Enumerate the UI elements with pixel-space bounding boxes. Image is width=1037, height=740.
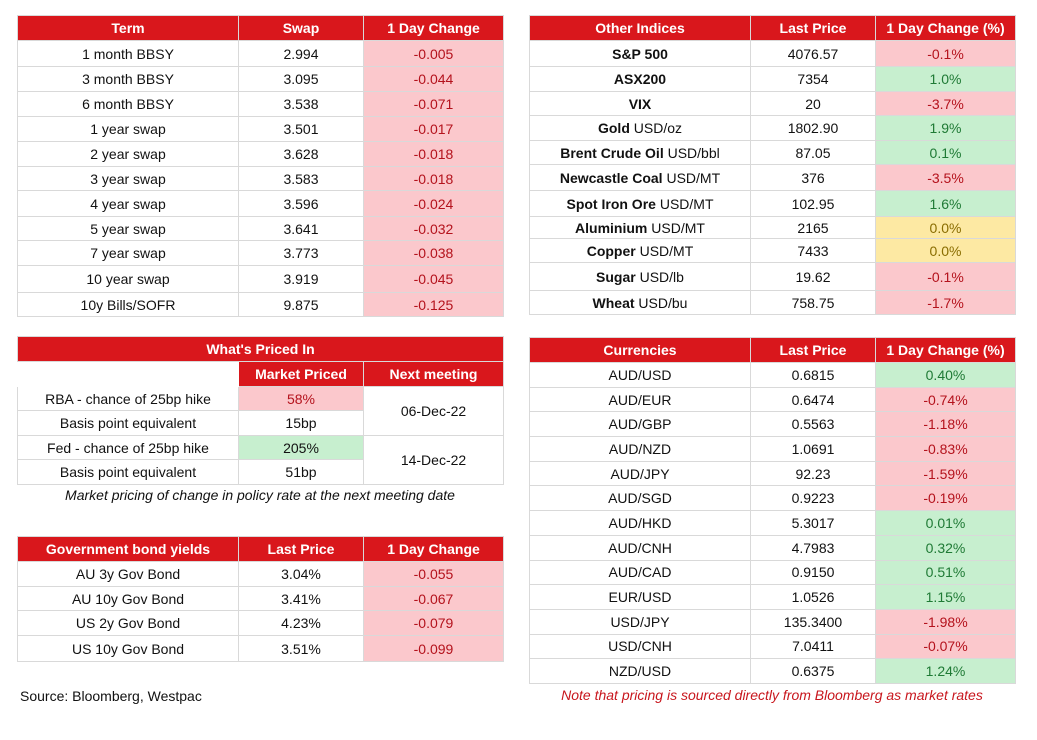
rba-next-meeting: 06-Dec-22 — [364, 387, 504, 436]
swap-row — [18, 191, 504, 217]
currency-pair: AUD/CAD — [530, 560, 751, 585]
swap-term: 3 year swap — [18, 167, 239, 191]
index-unit: USD/MT — [639, 242, 694, 259]
index-label — [530, 217, 751, 239]
header-currency-last-price: Last Price — [751, 338, 876, 363]
swap-value: 3.596 — [239, 191, 364, 217]
swap-row — [18, 67, 504, 92]
index-unit: USD/bu — [638, 294, 688, 311]
index-label — [530, 291, 751, 315]
currency-row — [530, 609, 1016, 634]
swap-row — [18, 117, 504, 142]
header-swap-change: 1 Day Change — [364, 16, 504, 41]
index-name: Gold — [597, 120, 630, 136]
fed-hike-value: 205% — [239, 436, 364, 460]
swap-change: -0.032 — [364, 217, 504, 241]
bond-price: 3.04% — [239, 562, 364, 587]
bond-name: AU 3y Gov Bond — [18, 562, 239, 587]
header-other-indices: Other Indices — [530, 16, 751, 41]
currency-row — [530, 560, 1016, 585]
bond-change: -0.055 — [364, 562, 504, 587]
index-price: 19.62 — [751, 263, 876, 291]
currency-price: 5.3017 — [751, 511, 876, 536]
currency-row — [530, 437, 1016, 462]
header-currencies: Currencies — [530, 338, 751, 363]
index-label — [530, 165, 751, 191]
swap-change: -0.024 — [364, 191, 504, 217]
currency-price: 135.3400 — [751, 609, 876, 634]
source-text: Source: Bloomberg, Westpac — [20, 688, 202, 704]
index-unit: USD/lb — [639, 268, 684, 285]
index-price: 7433 — [751, 239, 876, 263]
header-bond-change: 1 Day Change — [364, 537, 504, 562]
bond-price: 3.51% — [239, 636, 364, 662]
index-name: Sugar — [596, 268, 636, 285]
header-swap: Swap — [239, 16, 364, 41]
index-name: ASX200 — [613, 71, 667, 87]
swap-value: 3.919 — [239, 266, 364, 293]
currency-row — [530, 461, 1016, 486]
bond-row — [18, 611, 504, 636]
priced-in-note: Market pricing of change in policy rate at the next meeting date — [65, 487, 455, 503]
swap-row — [18, 241, 504, 266]
index-unit: USD/MT — [659, 195, 714, 212]
bond-price: 3.41% — [239, 587, 364, 611]
index-label — [530, 92, 751, 116]
currencies-table — [529, 337, 1016, 684]
currency-price: 0.9223 — [751, 486, 876, 511]
index-unit: USD/MT — [651, 219, 705, 236]
bond-row — [18, 587, 504, 611]
currency-pair: AUD/USD — [530, 363, 751, 388]
index-label — [530, 116, 751, 141]
swap-row — [18, 92, 504, 117]
currency-row — [530, 585, 1016, 610]
currency-row — [530, 387, 1016, 412]
currency-change: -0.19% — [876, 486, 1016, 511]
index-price: 376 — [751, 165, 876, 191]
index-row — [530, 239, 1016, 263]
header-bond-last-price: Last Price — [239, 537, 364, 562]
fed-bp-label: Basis point equivalent — [18, 460, 239, 485]
currency-pair: EUR/USD — [530, 585, 751, 610]
swap-change: -0.038 — [364, 241, 504, 266]
bond-price: 4.23% — [239, 611, 364, 636]
currency-price: 0.6474 — [751, 387, 876, 412]
swap-change: -0.017 — [364, 117, 504, 142]
currency-row — [530, 363, 1016, 388]
index-change: 0.0% — [876, 217, 1016, 239]
swap-term: 5 year swap — [18, 217, 239, 241]
index-change: -1.7% — [876, 291, 1016, 315]
rba-hike-label: RBA - chance of 25bp hike — [18, 387, 239, 411]
header-indices-change: 1 Day Change (%) — [876, 16, 1016, 41]
index-name: VIX — [628, 95, 652, 112]
index-row — [530, 291, 1016, 315]
bond-rows — [18, 562, 504, 662]
swap-term: 7 year swap — [18, 241, 239, 266]
index-row — [530, 217, 1016, 239]
swap-change: -0.044 — [364, 67, 504, 92]
index-price: 87.05 — [751, 141, 876, 165]
fed-hike-label: Fed - chance of 25bp hike — [18, 436, 239, 460]
index-change: 0.1% — [876, 141, 1016, 165]
currency-change: -0.07% — [876, 634, 1016, 659]
swap-value: 3.095 — [239, 67, 364, 92]
index-price: 2165 — [751, 217, 876, 239]
currency-change: 0.01% — [876, 511, 1016, 536]
index-price: 4076.57 — [751, 41, 876, 67]
currency-pair: USD/JPY — [530, 609, 751, 634]
indices-rows — [530, 41, 1016, 315]
swap-term: 1 month BBSY — [18, 41, 239, 67]
currency-change: 0.32% — [876, 535, 1016, 560]
currency-pair: AUD/JPY — [530, 461, 751, 486]
currency-pair: AUD/CNH — [530, 535, 751, 560]
swap-row — [18, 167, 504, 191]
index-name: Spot Iron Ore — [566, 195, 656, 212]
index-change: -0.1% — [876, 263, 1016, 291]
swap-value: 3.773 — [239, 241, 364, 266]
swap-term: 2 year swap — [18, 142, 239, 167]
whats-priced-in-table — [17, 336, 504, 485]
currency-price: 92.23 — [751, 461, 876, 486]
index-price: 1802.90 — [751, 116, 876, 141]
index-row — [530, 141, 1016, 165]
swap-change: -0.125 — [364, 293, 504, 317]
priced-in-title: What's Priced In — [18, 337, 504, 362]
index-unit: USD/oz — [633, 120, 682, 136]
currency-pair: AUD/NZD — [530, 437, 751, 462]
index-row — [530, 191, 1016, 217]
header-bond-yields: Government bond yields — [18, 537, 239, 562]
swap-term: 10y Bills/SOFR — [18, 293, 239, 317]
header-indices-last-price: Last Price — [751, 16, 876, 41]
bond-row — [18, 562, 504, 587]
swap-value: 3.583 — [239, 167, 364, 191]
bond-name: US 10y Gov Bond — [18, 636, 239, 662]
swap-value: 3.501 — [239, 117, 364, 142]
bond-name: US 2y Gov Bond — [18, 611, 239, 636]
index-label — [530, 239, 751, 263]
rba-hike-value: 58% — [239, 387, 364, 411]
swap-term: 6 month BBSY — [18, 92, 239, 117]
swap-row — [18, 293, 504, 317]
index-row — [530, 116, 1016, 141]
bond-row — [18, 636, 504, 662]
rba-bp-label: Basis point equivalent — [18, 411, 239, 436]
index-change: 1.0% — [876, 67, 1016, 92]
index-price: 7354 — [751, 67, 876, 92]
index-change: 1.9% — [876, 116, 1016, 141]
currency-price: 4.7983 — [751, 535, 876, 560]
swap-row — [18, 217, 504, 241]
currency-row — [530, 486, 1016, 511]
bond-change: -0.099 — [364, 636, 504, 662]
currency-row — [530, 634, 1016, 659]
index-name: Wheat — [592, 294, 635, 311]
currency-pair: AUD/HKD — [530, 511, 751, 536]
other-indices-table — [529, 15, 1016, 315]
index-name: Newcastle Coal — [559, 169, 663, 186]
index-row — [530, 92, 1016, 116]
swap-row — [18, 41, 504, 67]
index-name: S&P 500 — [612, 45, 668, 62]
rba-bp-value: 15bp — [239, 411, 364, 436]
swap-term: 4 year swap — [18, 191, 239, 217]
index-change: 1.6% — [876, 191, 1016, 217]
currency-change: 1.15% — [876, 585, 1016, 610]
index-name: Brent Crude Oil — [560, 144, 664, 161]
swap-change: -0.045 — [364, 266, 504, 293]
currency-pair: AUD/GBP — [530, 412, 751, 437]
index-unit: USD/MT — [666, 169, 721, 186]
currency-change: 0.51% — [876, 560, 1016, 585]
index-unit: USD/bbl — [667, 144, 720, 161]
swap-term: 3 month BBSY — [18, 67, 239, 92]
swap-term: 10 year swap — [18, 266, 239, 293]
header-next-meeting: Next meeting — [364, 362, 504, 387]
index-change: -3.5% — [876, 165, 1016, 191]
index-label — [530, 191, 751, 217]
bond-yields-table — [17, 536, 504, 662]
swap-value: 2.994 — [239, 41, 364, 67]
currency-price: 1.0526 — [751, 585, 876, 610]
index-label — [530, 67, 751, 92]
currency-row — [530, 535, 1016, 560]
swap-rates-table — [17, 15, 504, 317]
index-row — [530, 41, 1016, 67]
bond-change: -0.067 — [364, 587, 504, 611]
swap-change: -0.005 — [364, 41, 504, 67]
index-price: 102.95 — [751, 191, 876, 217]
swap-change: -0.018 — [364, 167, 504, 191]
priced-in-blank-cell — [18, 362, 239, 387]
currency-row — [530, 659, 1016, 684]
currency-price: 0.6375 — [751, 659, 876, 684]
swap-value: 3.628 — [239, 142, 364, 167]
currency-change: 1.24% — [876, 659, 1016, 684]
index-label — [530, 263, 751, 291]
currency-pair: AUD/EUR — [530, 387, 751, 412]
swap-change: -0.018 — [364, 142, 504, 167]
currency-price: 1.0691 — [751, 437, 876, 462]
index-change: -3.7% — [876, 92, 1016, 116]
currency-price: 0.6815 — [751, 363, 876, 388]
currency-change: -1.18% — [876, 412, 1016, 437]
swap-rows — [18, 41, 504, 317]
swap-row — [18, 142, 504, 167]
index-row — [530, 67, 1016, 92]
index-label — [530, 41, 751, 67]
fed-bp-value: 51bp — [239, 460, 364, 485]
currency-change: 0.40% — [876, 363, 1016, 388]
header-term: Term — [18, 16, 239, 41]
index-change: 0.0% — [876, 239, 1016, 263]
index-price: 20 — [751, 92, 876, 116]
swap-row — [18, 266, 504, 293]
bond-change: -0.079 — [364, 611, 504, 636]
swap-term: 1 year swap — [18, 117, 239, 142]
index-name: Copper — [586, 242, 636, 259]
index-label — [530, 141, 751, 165]
index-change: -0.1% — [876, 41, 1016, 67]
index-row — [530, 263, 1016, 291]
swap-value: 3.641 — [239, 217, 364, 241]
header-currency-change: 1 Day Change (%) — [876, 338, 1016, 363]
swap-value: 3.538 — [239, 92, 364, 117]
currency-change: -0.74% — [876, 387, 1016, 412]
currency-pair: AUD/SGD — [530, 486, 751, 511]
currency-price: 0.5563 — [751, 412, 876, 437]
swap-value: 9.875 — [239, 293, 364, 317]
index-row — [530, 165, 1016, 191]
currency-price: 0.9150 — [751, 560, 876, 585]
pricing-note: Note that pricing is sourced directly from Bloomberg as market rates — [561, 687, 983, 703]
index-price: 758.75 — [751, 291, 876, 315]
header-market-priced: Market Priced — [239, 362, 364, 387]
currency-change: -1.59% — [876, 461, 1016, 486]
index-name: Aluminium — [575, 219, 648, 236]
currency-pair: NZD/USD — [530, 659, 751, 684]
currency-change: -0.83% — [876, 437, 1016, 462]
currency-row — [530, 412, 1016, 437]
currency-change: -1.98% — [876, 609, 1016, 634]
currency-price: 7.0411 — [751, 634, 876, 659]
bond-name: AU 10y Gov Bond — [18, 587, 239, 611]
currency-rows — [530, 363, 1016, 684]
currency-pair: USD/CNH — [530, 634, 751, 659]
fed-next-meeting: 14-Dec-22 — [364, 436, 504, 485]
swap-change: -0.071 — [364, 92, 504, 117]
currency-row — [530, 511, 1016, 536]
